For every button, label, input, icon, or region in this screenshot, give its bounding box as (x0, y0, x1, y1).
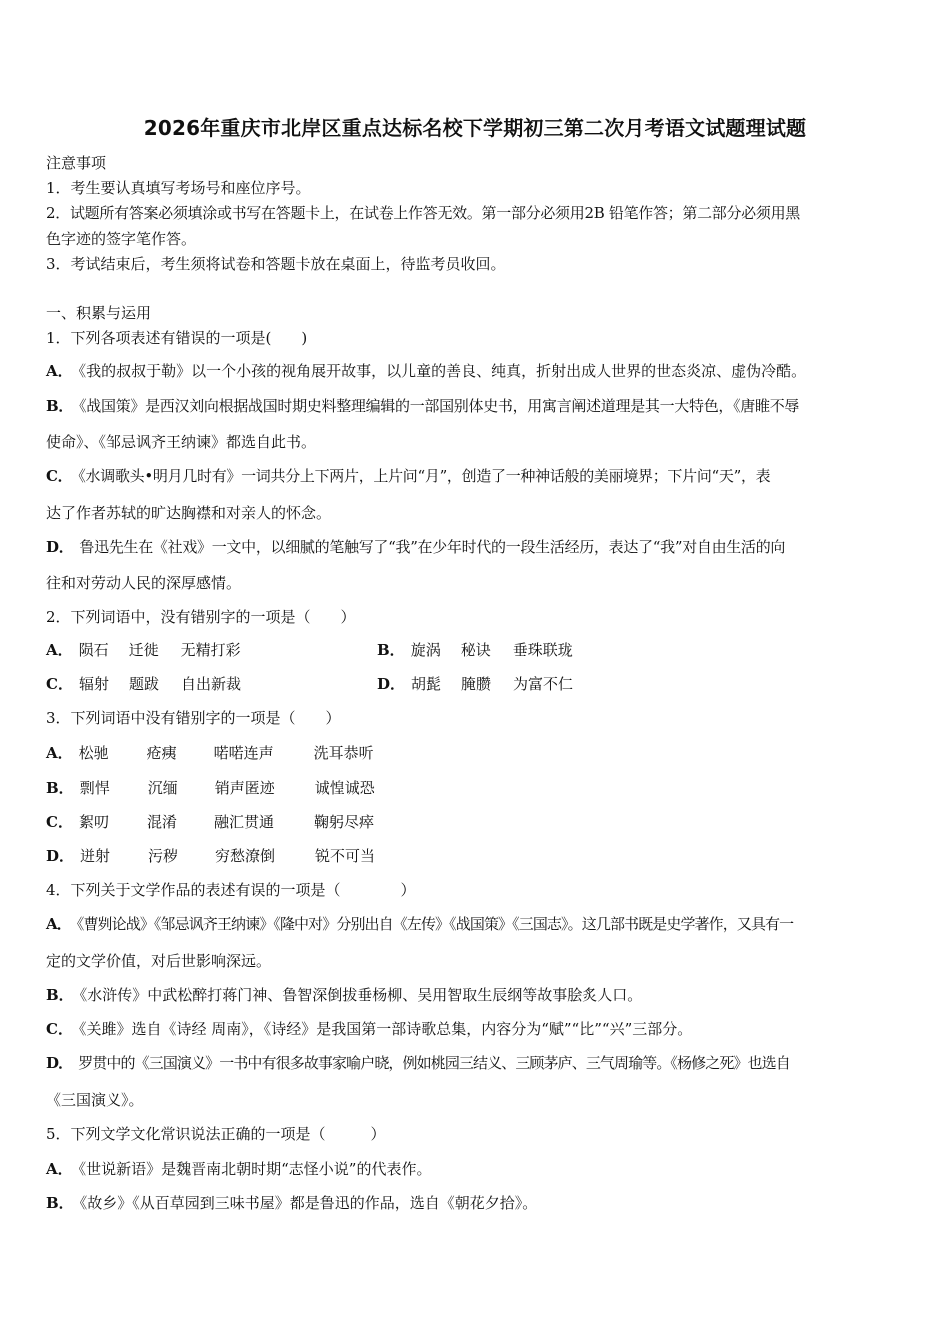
q1-line (46, 536, 785, 557)
question-1-stem: 1．下列各项表述有错误的一项是( ) (46, 329, 308, 347)
notice-item: 色字迹的签字笔作答。 (46, 230, 197, 248)
q3-option-d (46, 845, 375, 866)
q1-line (46, 465, 770, 486)
option-text: 《故乡》《从百草园到三味书屋》都是鲁迅的作品，选自《朝花夕拾》。 (79, 1194, 538, 1212)
option-text: 《我的叔叔于勒》以一个小孩的视角展开故事，以儿童的善良、纯真，折射出成人世界的世态炎凉、虚伪冷酷。 (78, 362, 807, 380)
word: 鞠躬尽瘁 (313, 813, 374, 831)
option-label: B． (377, 641, 405, 659)
option-label: B． (46, 1194, 74, 1212)
option-text: 鲁迅先生在《社戏》一文中，以细腻的笔触写了“我”在少年时代的一段生活经历，表达了“我”对自由生活的向 (79, 538, 786, 556)
option-label: C． (46, 1020, 73, 1038)
word: 秘诀 (460, 641, 491, 659)
option-label: D． (46, 538, 74, 556)
q1-line (46, 360, 806, 381)
word: 絮叨 (78, 813, 109, 831)
option-text: 《曹刿论战》《邹忌讽齐王纳谏》《隆中对》分别出自《左传》《战国策》《三国志》。这几部书既是史学著作，又具有一 (76, 915, 794, 933)
word: 疮痍 (146, 744, 177, 762)
q1-line (46, 395, 799, 416)
option-label: C． (46, 813, 73, 831)
option-label: D． (46, 1054, 73, 1072)
q5-line (46, 1158, 431, 1179)
word: 陨石 (78, 641, 109, 659)
word: 无精打彩 (180, 641, 241, 659)
q4-line (46, 1052, 790, 1073)
q2-options-row (46, 673, 646, 694)
word: 污秽 (148, 847, 179, 865)
option-label: A． (46, 1160, 73, 1178)
q3-option-c (46, 811, 374, 832)
word: 题跋 (128, 675, 159, 693)
word: 腌臜 (461, 675, 492, 693)
q4-line (46, 913, 793, 934)
word: 剽悍 (79, 779, 110, 797)
option-label: C． (46, 467, 73, 485)
q2-option-c (46, 675, 241, 693)
q2-option-a (46, 641, 241, 659)
option-text: 《关雎》选自《诗经 周南》，《诗经》是我国第一部诗歌总集，内容分为“赋”“比”“兴”三部分。 (78, 1020, 693, 1038)
word: 迁徙 (128, 641, 159, 659)
option-label: D． (46, 847, 75, 865)
notice-item: 3．考试结束后，考生须将试卷和答题卡放在桌面上，待监考员收回。 (46, 255, 506, 273)
word: 洗耳恭听 (313, 744, 374, 762)
q3-option-b (46, 777, 375, 798)
q4-line (46, 1089, 144, 1110)
q1-line (46, 431, 316, 452)
option-text: 《水浒传》中武松醉打蒋门神、鲁智深倒拔垂杨柳、吴用智取生辰纲等故事脍炙人口。 (79, 986, 643, 1004)
word: 垂珠联珑 (512, 641, 573, 659)
word: 穷愁潦倒 (215, 847, 276, 865)
word: 旋涡 (410, 641, 441, 659)
option-label: C． (46, 675, 73, 693)
word: 迸射 (80, 847, 111, 865)
page-title: 2026年重庆市北岸区重点达标名校下学期初三第二次月考语文试题理试题 (143, 116, 807, 140)
question-5-stem: 5．下列文学文化常识说法正确的一项是（ ） (46, 1125, 386, 1143)
option-label: A． (46, 362, 73, 380)
word: 喏喏连声 (213, 744, 274, 762)
word: 锐不可当 (315, 847, 376, 865)
question-4-stem: 4．下列关于文学作品的表述有误的一项是（ ） (46, 881, 416, 899)
option-text: 罗贯中的《三国演义》一书中有很多故事家喻户晓，例如桃园三结义、三顾茅庐、三气周瑜等。《杨修之死》也选自 (78, 1054, 790, 1072)
option-label: B． (46, 986, 74, 1004)
section-heading: 一、积累与运用 (46, 304, 152, 322)
question-3-stem: 3．下列词语中没有错别字的一项是（ ） (46, 709, 341, 727)
option-text: 《世说新语》是魏晋南北朝时期“志怪小说”的代表作。 (78, 1160, 432, 1178)
q2-option-b (377, 639, 573, 660)
option-text: 《水调歌头•明月几时有》一词共分上下两片，上片问“月”，创造了一种神话般的美丽境界；下片问“天”，表 (78, 467, 771, 485)
q1-line (46, 502, 331, 523)
q2-options-row (46, 639, 646, 660)
option-label: B． (46, 779, 74, 797)
q3-option-a (46, 742, 374, 763)
word: 融汇贯通 (213, 813, 274, 831)
option-text: 《三国演义》。 (46, 1091, 144, 1109)
option-label: D． (377, 675, 406, 693)
q1-line (46, 572, 241, 593)
option-text: 往和对劳动人民的深厚感情。 (46, 574, 242, 592)
question-2-stem: 2．下列词语中，没有错别字的一项是（ ） (46, 608, 356, 626)
word: 诚惶诚恐 (314, 779, 375, 797)
option-label: A． (46, 744, 73, 762)
option-label: A． (46, 915, 71, 933)
notice-item: 2．试题所有答案必须填涂或书写在答题卡上，在试卷上作答无效。第一部分必须用2B 铅笔作答；第二部分必须用黑 (46, 204, 800, 222)
option-text: 达了作者苏轼的旷达胸襟和对亲人的怀念。 (46, 504, 332, 522)
word: 沉缅 (147, 779, 178, 797)
option-text: 定的文学价值，对后世影响深远。 (46, 952, 272, 970)
option-text: 使命》、《邹忌讽齐王纳谏》都选自此书。 (46, 433, 317, 451)
word: 辐射 (78, 675, 109, 693)
q4-line (46, 1018, 692, 1039)
word: 混淆 (146, 813, 177, 831)
q5-line (46, 1192, 537, 1213)
word: 自出新裁 (180, 675, 241, 693)
option-text: 《战国策》是西汉刘向根据战国时期史料整理编辑的一部国别体史书，用寓言阐述道理是其一大特色，《唐睢不辱 (79, 397, 800, 415)
notice-item: 1．考生要认真填写考场号和座位序号。 (46, 179, 311, 197)
q2-option-d (377, 673, 573, 694)
word: 为富不仁 (513, 675, 574, 693)
q4-line (46, 984, 642, 1005)
notice-heading: 注意事项 (46, 154, 107, 172)
q4-line (46, 950, 271, 971)
word: 销声匿迹 (214, 779, 275, 797)
word: 胡髭 (411, 675, 442, 693)
option-label: A． (46, 641, 73, 659)
word: 松驰 (78, 744, 109, 762)
option-label: B． (46, 397, 74, 415)
